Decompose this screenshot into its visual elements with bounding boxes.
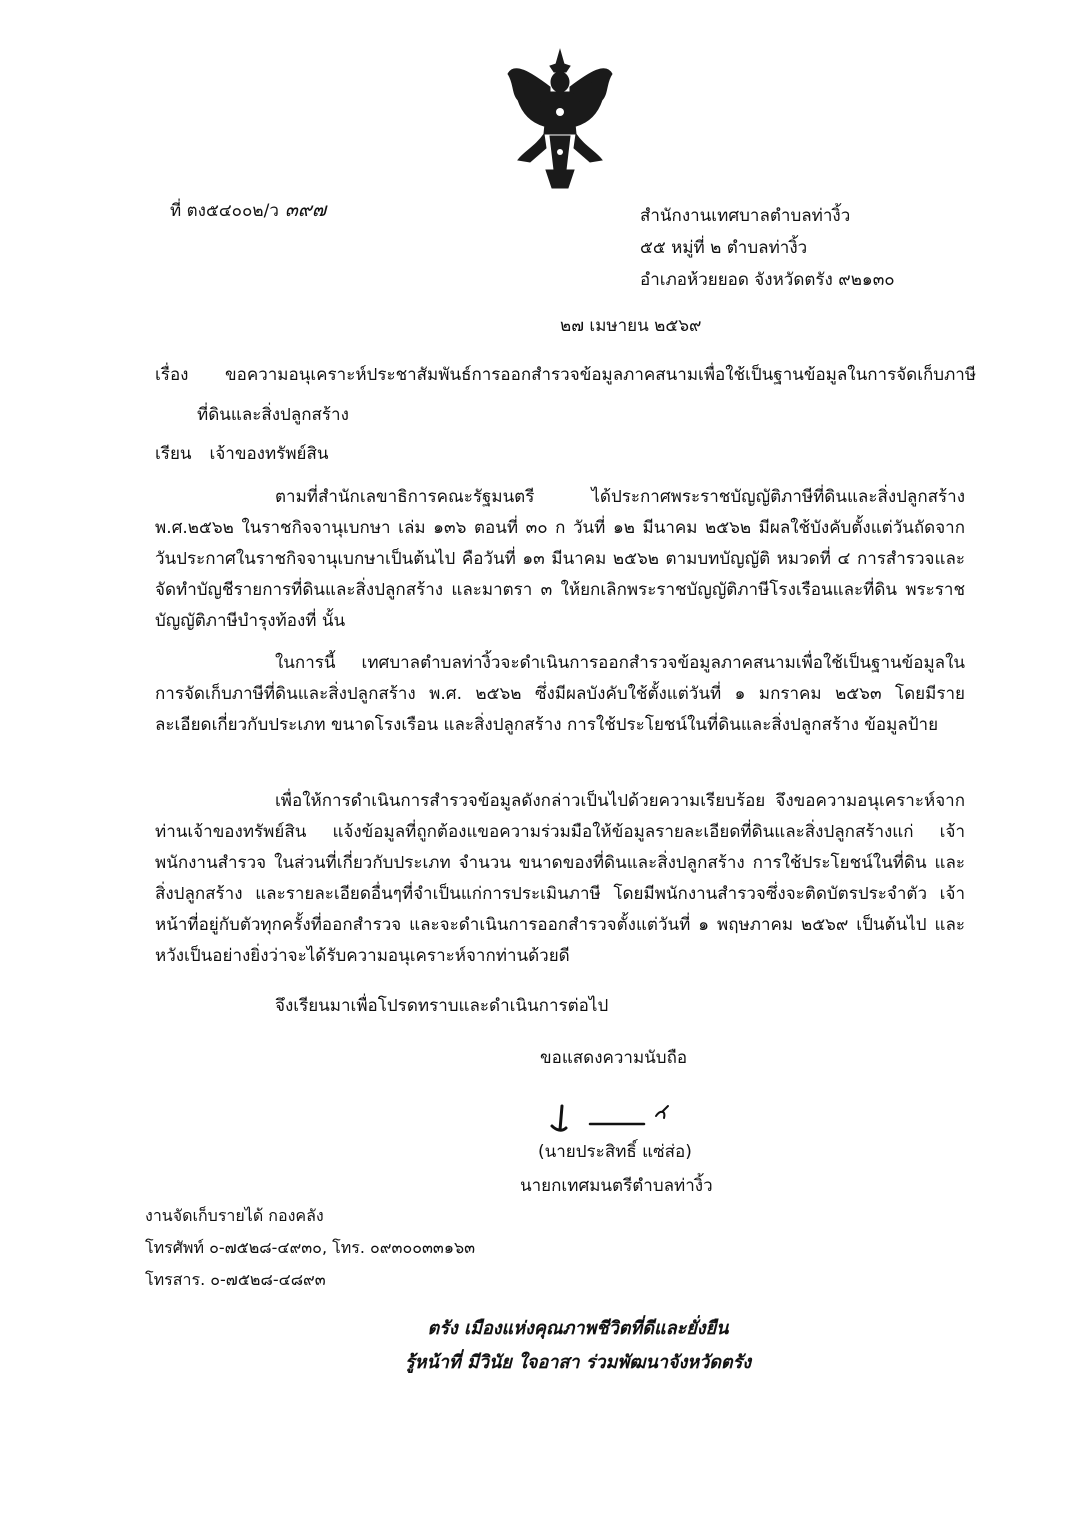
regards-text: ขอแสดงความนับถือ xyxy=(540,1048,688,1068)
motto-line-2: รู้หน้าที่ มีวินัย ใจอาสา ร่วมพัฒนาจังหวัดตรัง xyxy=(404,1352,752,1373)
subject-label: เรื่อง xyxy=(155,365,189,385)
body-paragraph-2: ในการนี้ เทศบาลตำบลท่างิ้วจะดำเนินการออกสำรวจข้อมูลภาคสนามเพื่อใช้เป็นฐานข้อมูลใน การจัดเก็บภาษีที่ดินและสิ่งปลูกสร้าง พ.ศ. ๒๕๖๒ ซึ่งมีผลบังคับใช้ตั้งแต่วันที่ ๑ มกราคม ๒๕๖๓ โดยมีรายละเอียดเกี่ยวกับประเภท ขนาดโรงเรือน และสิ่งปลูกสร้าง การใช้ประโยชน์ในที่ดินและสิ่งปลูกสร้าง ข้อมูลป้าย xyxy=(155,653,965,735)
contact-block xyxy=(145,1200,475,1296)
fax-number: โทรสาร. ๐-๗๕๒๘-๔๘๙๓ xyxy=(145,1270,326,1289)
provincial-motto xyxy=(0,1312,1076,1380)
address-line-3: อำเภอห้วยยอด จังหวัดตรัง ๙๒๑๓๐ xyxy=(640,270,895,290)
signer-name: (นายประสิทธิ์ แซ่ส่อ) xyxy=(538,1142,692,1162)
reference-number xyxy=(170,195,326,225)
handwritten-reference: ๓๙๗ xyxy=(284,199,327,221)
handwritten-signature xyxy=(540,1098,690,1138)
recipient-line xyxy=(155,440,328,467)
signer-title: นายกเทศมนตรีตำบลท่างิ้ว xyxy=(520,1176,713,1196)
letter-date: ๒๗ เมษายน ๒๕๖๙ xyxy=(560,316,702,336)
motto-line-1: ตรัง เมืองแห่งคุณภาพชีวิตที่ดีและยั่งยืน xyxy=(427,1318,729,1339)
subject-text-line1: ขอความอนุเคราะห์ประชาสัมพันธ์การออกสำรวจข้อมูลภาคสนามเพื่อใช้เป็นฐานข้อมูลในการจัดเก็บภาษี xyxy=(225,365,977,385)
recipient-name: เจ้าของทรัพย์สิน xyxy=(209,444,329,464)
reference-number-text: ที่ ตง๕๔๐๐๒/ว xyxy=(170,201,279,221)
subject-text-line2: ที่ดินและสิ่งปลูกสร้าง xyxy=(197,405,349,425)
closing-sentence: จึงเรียนมาเพื่อโปรดทราบและดำเนินการต่อไป xyxy=(275,996,609,1016)
sender-address xyxy=(640,200,895,296)
department-name: งานจัดเก็บรายได้ กองคลัง xyxy=(145,1206,324,1225)
garuda-emblem-icon xyxy=(500,42,620,192)
address-line-2: ๕๕ หมู่ที่ ๒ ตำบลท่างิ้ว xyxy=(640,238,808,258)
recipient-label: เรียน xyxy=(155,444,192,464)
body-paragraph-3: เพื่อให้การดำเนินการสำรวจข้อมูลดังกล่าวเป็นไปด้วยความเรียบร้อย จึงขอความอนุเคราะห์จาก ท่านเจ้าของทรัพย์สิน แจ้งข้อมูลที่ถูกต้องแขอความร่วมมือให้ข้อมูลรายละเอียดที่ดินและสิ่งปลูกสร้างแก่ เจ้าพนักงานสำรวจ ในส่วนที่เกี่ยวกับประเภท จำนวน ขนาดของที่ดินและสิ่งปลูกสร้าง การใช้ประโยชน์ในที่ดิน และสิ่งปลูกสร้าง และรายละเอียดอื่นๆที่จำเป็นแก่การประเมินภาษี โดยมีพนักงานสำรวจซึ่งจะติดบัตรประจำตัว เจ้าหน้าที่อยู่กับตัวทุกครั้งที่ออกสำรวจ และจะดำเนินการออกสำรวจตั้งแต่วันที่ ๑ พฤษภาคม ๒๕๖๙ เป็นต้นไป และหวังเป็นอย่างยิ่งว่าจะได้รับความอนุเคราะห์จากท่านด้วยดี xyxy=(155,791,965,966)
address-line-1: สำนักงานเทศบาลตำบลท่างิ้ว xyxy=(640,206,851,226)
body-paragraph-1: ตามที่สำนักเลขาธิการคณะรัฐมนตรี ได้ประกาศพระราชบัญญัติภาษีที่ดินและสิ่งปลูกสร้าง พ.ศ.๒๕๖๒ ในราชกิจจานุเบกษา เล่ม ๑๓๖ ตอนที่ ๓๐ ก วันที่ ๑๒ มีนาคม ๒๕๖๒ มีผลใช้บังคับตั้งแต่วันถัดจาก วันประกาศในราชกิจจานุเบกษาเป็นต้นไป คือวันที่ ๑๓ มีนาคม ๒๕๖๒ ตามบทบัญญัติ หมวดที่ ๔ การสำรวจและ จัดทำบัญชีรายการที่ดินและสิ่งปลูกสร้าง และมาตรา ๓ ให้ยกเลิกพระราชบัญญัติภาษีโรงเรือนและที่ดิน พระราชบัญญัติภาษีบำรุงท้องที่ นั้น xyxy=(155,487,965,631)
phone-number: โทรศัพท์ ๐-๗๕๒๘-๔๙๓๐, โทร. ๐๙๓๐๐๓๓๑๖๓ xyxy=(145,1238,476,1257)
